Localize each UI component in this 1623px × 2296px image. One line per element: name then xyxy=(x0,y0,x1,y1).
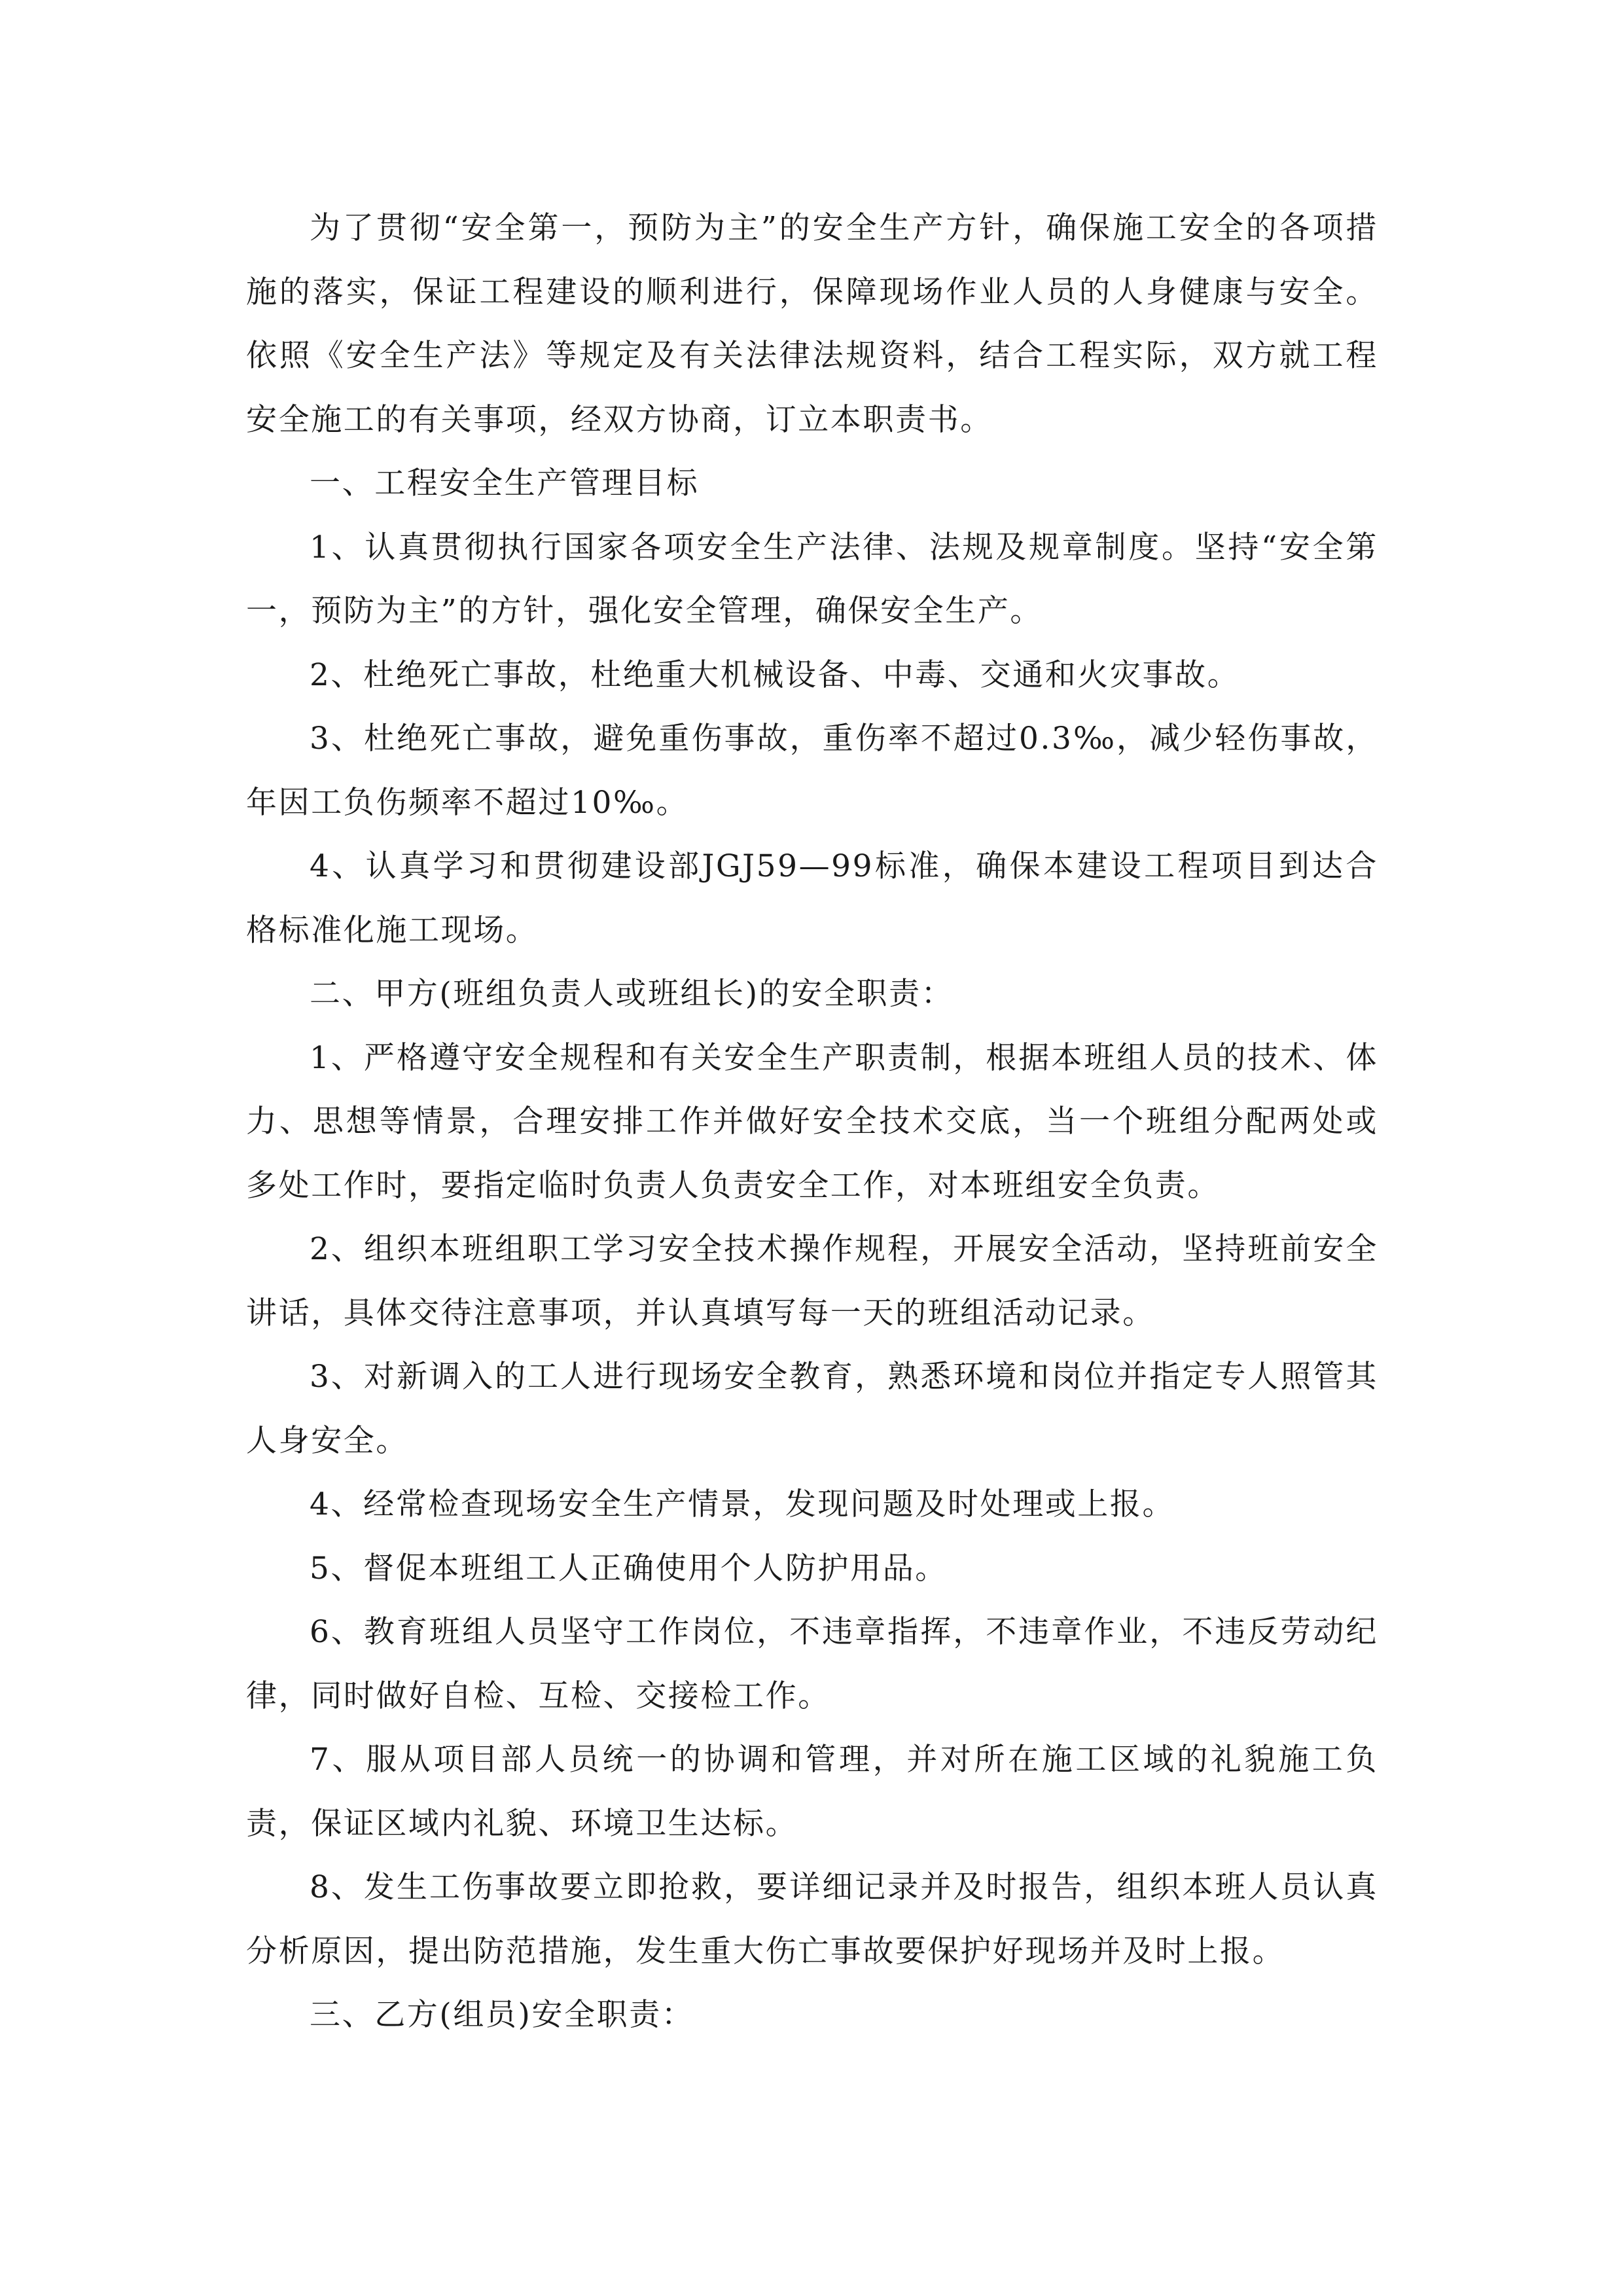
party-a-item-2: 2、组织本班组职工学习安全技术操作规程，开展安全活动，坚持班前安全讲话，具体交待注意事项，并认真填写每一天的班组活动记录。 xyxy=(246,1231,1378,1331)
goal-item-3: 3、杜绝死亡事故，避免重伤事故，重伤率不超过0.3‰，减少轻伤事故，年因工负伤频率不超过10‰。 xyxy=(246,721,1378,821)
section-heading-3: 三、乙方(组员)安全职责： xyxy=(310,1997,694,2033)
goal-item-4: 4、认真学习和贯彻建设部JGJ59—99标准，确保本建设工程项目到达合格标准化施工现场。 xyxy=(246,848,1378,948)
intro-paragraph: 为了贯彻“安全第一，预防为主”的安全生产方针，确保施工安全的各项措施的落实，保证工程建设的顺利进行，保障现场作业人员的人身健康与安全。依照《安全生产法》等规定及有关法律法规资料，结合工程实际，双方就工程安全施工的有关事项，经双方协商，订立本职责书。 xyxy=(246,210,1378,438)
section-heading-2: 二、甲方(班组负责人或班组长)的安全职责： xyxy=(310,976,954,1012)
document-body xyxy=(246,196,1378,2047)
goal-item-1: 1、认真贯彻执行国家各项安全生产法律、法规及规章制度。坚持“安全第一，预防为主”的方针，强化安全管理，确保安全生产。 xyxy=(246,529,1378,629)
party-a-item-7: 7、服从项目部人员统一的协调和管理，并对所在施工区域的礼貌施工负责，保证区域内礼貌、环境卫生达标。 xyxy=(246,1742,1378,1842)
party-a-item-8: 8、发生工伤事故要立即抢救，要详细记录并及时报告，组织本班人员认真分析原因，提出防范措施，发生重大伤亡事故要保护好现场并及时上报。 xyxy=(246,1869,1378,1969)
party-a-item-1: 1、严格遵守安全规程和有关安全生产职责制，根据本班组人员的技术、体力、思想等情景，合理安排工作并做好安全技术交底，当一个班组分配两处或多处工作时，要指定临时负责人负责安全工作，对本班组安全负责。 xyxy=(246,1039,1378,1204)
section-heading-1: 一、工程安全生产管理目标 xyxy=(310,465,700,501)
party-a-item-6: 6、教育班组人员坚守工作岗位，不违章指挥，不违章作业，不违反劳动纪律，同时做好自检、互检、交接检工作。 xyxy=(246,1614,1378,1714)
party-a-item-3: 3、对新调入的工人进行现场安全教育，熟悉环境和岗位并指定专人照管其人身安全。 xyxy=(246,1359,1378,1459)
goal-item-2: 2、杜绝死亡事故，杜绝重大机械设备、中毒、交通和火灾事故。 xyxy=(310,656,1240,693)
party-a-item-4: 4、经常检查现场安全生产情景，发现问题及时处理或上报。 xyxy=(310,1486,1175,1522)
party-a-item-5: 5、督促本班组工人正确使用个人防护用品。 xyxy=(310,1550,948,1587)
